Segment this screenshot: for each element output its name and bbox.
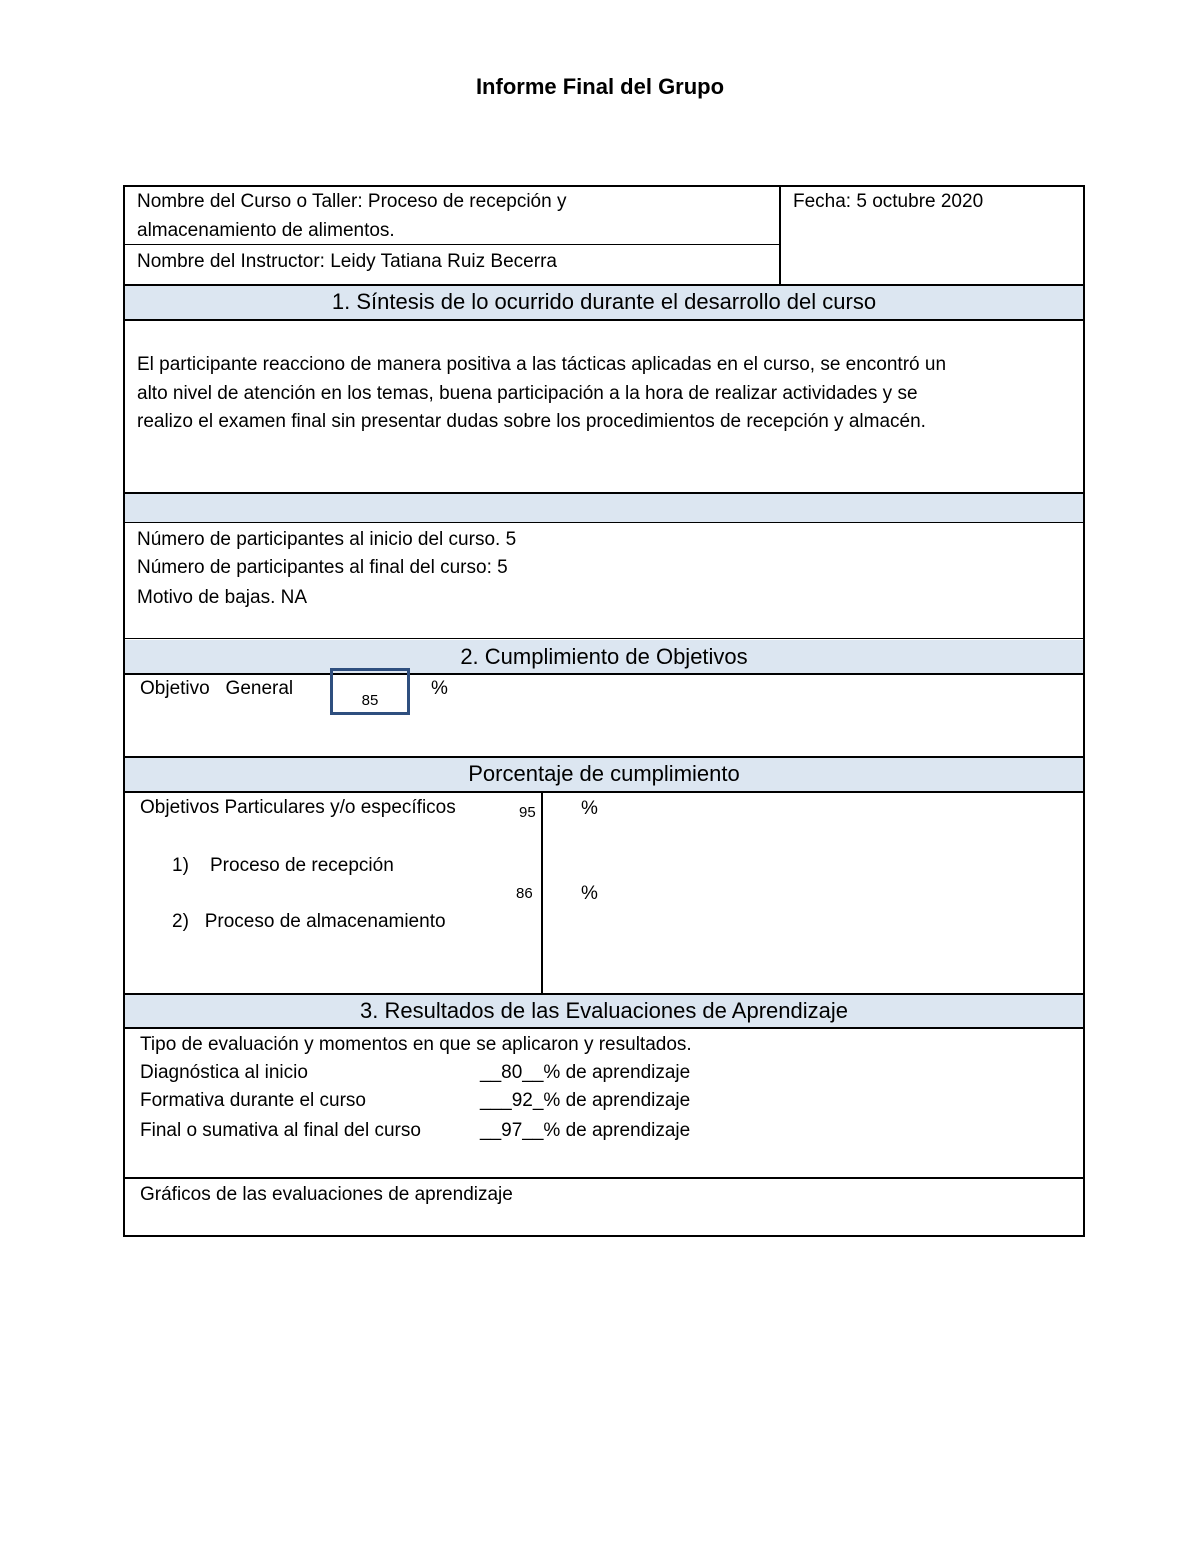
objective-item-storage: 2) Proceso de almacenamiento: [172, 911, 446, 932]
evaluation-label-formative: Formativa durante el curso: [140, 1090, 366, 1111]
row-line: [123, 319, 1085, 321]
general-objective-value: 85: [361, 692, 379, 709]
document-title: Informe Final del Grupo: [475, 74, 725, 99]
objective-item-reception: 1) Proceso de recepción: [172, 855, 394, 876]
row-line: [123, 492, 1085, 494]
compliance-heading: Porcentaje de cumplimiento: [468, 761, 740, 786]
evaluation-result-formative: ___92_% de aprendizaje: [480, 1090, 691, 1111]
objective-reception-percent: %: [581, 798, 598, 819]
section3-heading: 3. Resultados de las Evaluaciones de Aprendizaje: [360, 998, 848, 1023]
objective-storage-value: 86: [516, 885, 533, 902]
date-column-divider: [779, 185, 781, 285]
course-name-line1: Nombre del Curso o Taller: Proceso de recepción y: [137, 191, 567, 212]
table-border-right: [1083, 185, 1085, 1237]
row-line: [123, 1235, 1085, 1237]
evaluation-label-summative: Final o sumativa al final del curso: [140, 1120, 421, 1141]
row-line: [123, 638, 1085, 639]
row-line: [123, 284, 1085, 286]
summary-line-2: alto nivel de atención en los temas, buena participación a la hora de realizar actividades y se: [137, 383, 918, 404]
row-line: [123, 756, 1085, 758]
row-line: [123, 993, 1085, 995]
evaluation-result-diagnostic: __80__% de aprendizaje: [480, 1062, 691, 1083]
summary-line-3: realizo el examen final sin presentar dudas sobre los procedimientos de recepción y almacén.: [137, 411, 926, 432]
dropout-reason: Motivo de bajas. NA: [137, 587, 308, 608]
evaluation-label-diagnostic: Diagnóstica al inicio: [140, 1062, 308, 1083]
row-line: [123, 1027, 1085, 1029]
objective-reception-value: 95: [519, 804, 536, 821]
table-border-left: [123, 185, 125, 1237]
general-objective-box: [330, 668, 410, 715]
course-name-line2: almacenamiento de alimentos.: [137, 220, 395, 241]
evaluation-result-summative: __97__% de aprendizaje: [480, 1120, 691, 1141]
general-objective-percent: %: [431, 678, 448, 699]
section1-heading: 1. Síntesis de lo ocurrido durante el desarrollo del curso: [331, 289, 877, 314]
objective-storage-percent: %: [581, 883, 598, 904]
objectives-column-divider: [541, 792, 543, 995]
participants-final: Número de participantes al final del curso: 5: [137, 557, 508, 578]
specific-objectives-label: Objetivos Particulares y/o específicos: [140, 797, 456, 818]
section2-heading: 2. Cumplimiento de Objetivos: [460, 644, 748, 669]
course-date: Fecha: 5 octubre 2020: [793, 191, 984, 212]
instructor-name: Nombre del Instructor: Leidy Tatiana Ruiz Becerra: [137, 251, 557, 272]
participants-initial: Número de participantes al inicio del curso. 5: [137, 529, 517, 550]
summary-line-1: El participante reacciono de manera positiva a las tácticas aplicadas en el curso, se encontró un: [137, 354, 947, 375]
row-line: [123, 1177, 1085, 1179]
evaluation-graphs-label: Gráficos de las evaluaciones de aprendizaje: [140, 1184, 513, 1205]
row-line: [123, 522, 1085, 523]
evaluation-intro: Tipo de evaluación y momentos en que se aplicaron y resultados.: [140, 1034, 692, 1055]
general-objective-label: Objetivo General: [140, 678, 294, 699]
empty-band: [124, 493, 1084, 523]
